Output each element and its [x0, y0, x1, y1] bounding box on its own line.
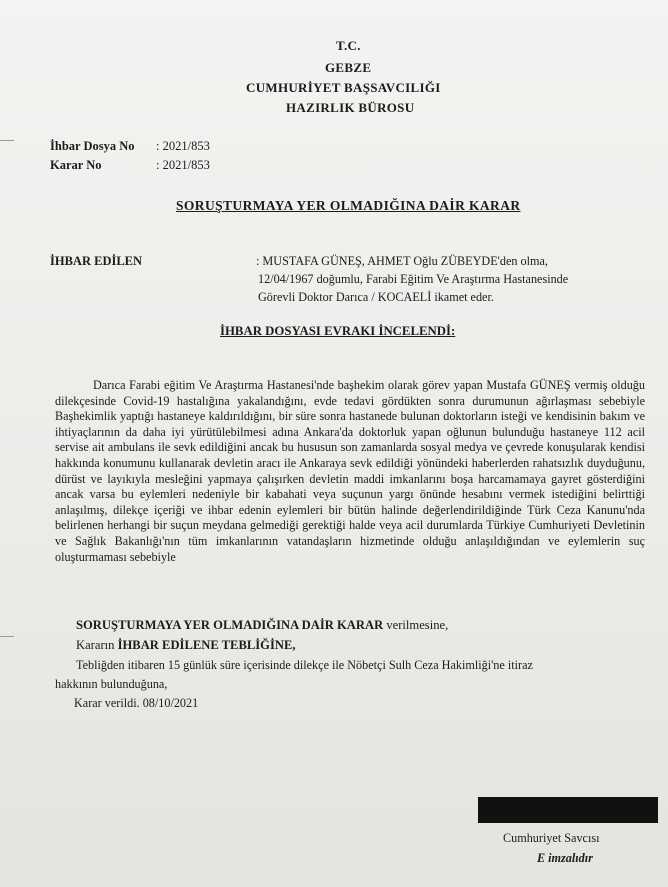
signature-title: Cumhuriyet Savcısı [503, 831, 600, 845]
header-bureau: HAZIRLIK BÜROSU [286, 100, 415, 115]
header-office: CUMHURİYET BAŞSAVCILIĞI [246, 80, 441, 95]
reported-person-line-2: 12/04/1967 doğumlu, Farabi Eğitim Ve Araştırma Hastanesinde [258, 272, 569, 286]
reported-person-line-3: Görevli Doktor Darıca / KOCAELİ ikamet eder. [258, 290, 494, 304]
margin-mark [0, 140, 14, 141]
findings-paragraph: Darıca Farabi eğitim Ve Araştırma Hastanesi'nde başhekim olarak görev yapan Mustafa GÜNEŞ vermiş olduğu dilekçesinde Covid-19 hastalığına yakalandığını, evde tedavi gördükten sonra durumunun ağırlaşması sebebiyle Başhekimlik yaptığı hastaneye kaldırıldığını, bir süre sonra hastanede bulunan doktorların isteği ve kendisinin bakım ve ihtiyaçlarının da daha iyi yürütülebilmesi adına Ankara'da doktorluk yapan oğlunun bulunduğu hastaneye 112 acil servise ait ambulans ile sevk edildiğini ancak bu hususun son zamanlarda sosyal medya ve çevrede konuşularak kendisi hakkında konumunu kullanarak devletin aracı ile Ankaraya sevk edildiği yönündeki haberlerden rahatsızlık duyduğunu, dürüst ve layıkıyla mesleğini yapmaya çalışırken devletin maddi imkanlarını boşa harcamamaya gayret gösterdiğini ancak varsa bu eylemleri nedeniyle bir kabahati veya suçunun yargı önünde hesabını vermek istediğini belirttiği anlaşılmış, dilekçe içeriği ve ihbar edenin eylemleri bir bütün halinde değerlendirildiğinde Türk Ceza Kanunu'nda belirlenen herhangi bir suçun meydana gelmediği gerektiği halde veya acil durumlarda Türkiye Cumhuriyeti Devletinin ve Sağlık Bakanlığı'nın tüm imkanlarının vatandaşların hizmetinde olduğu anlaşıldığından ve eylemlerin suç oluşturmaması sebebiyle [55, 378, 645, 564]
decision-line-2-pre: Kararın [76, 638, 118, 652]
redacted-signature-name [478, 797, 658, 823]
decision-number-value: : 2021/853 [156, 158, 210, 172]
decision-line-1 [76, 618, 448, 633]
decision-line-1-rest: verilmesine, [383, 618, 449, 632]
margin-mark [0, 636, 14, 637]
decision-notify: İHBAR EDİLENE TEBLİĞİNE, [117, 638, 296, 652]
header-tc: T.C. [336, 38, 361, 53]
reported-person-line-1: : MUSTAFA GÜNEŞ, AHMET Oğlu ZÜBEYDE'den olma, [256, 254, 548, 268]
section-heading: İHBAR DOSYASI EVRAKI İNCELENDİ: [220, 324, 456, 338]
ihbar-file-label: İhbar Dosya No [50, 139, 135, 153]
ihbar-file-value: : 2021/853 [156, 139, 210, 153]
decision-line-2 [76, 638, 296, 653]
header-city: GEBZE [325, 60, 372, 75]
decision-title: SORUŞTURMAYA YER OLMADIĞINA DAİR KARAR [176, 198, 521, 213]
reported-person-label: İHBAR EDİLEN [50, 254, 143, 268]
decision-no-prosecution: SORUŞTURMAYA YER OLMADIĞINA DAİR KARAR [76, 618, 384, 632]
decision-line-4: hakkının bulunduğuna, [55, 677, 168, 691]
decision-line-3: Tebliğden itibaren 15 günlük süre içerisinde dilekçe ile Nöbetçi Sulh Ceza Hakimliği'ne itiraz [76, 658, 533, 672]
signature-status: E imzalıdır [537, 851, 593, 865]
decision-number-label: Karar No [50, 158, 102, 172]
decision-date: Karar verildi. 08/10/2021 [74, 696, 199, 710]
